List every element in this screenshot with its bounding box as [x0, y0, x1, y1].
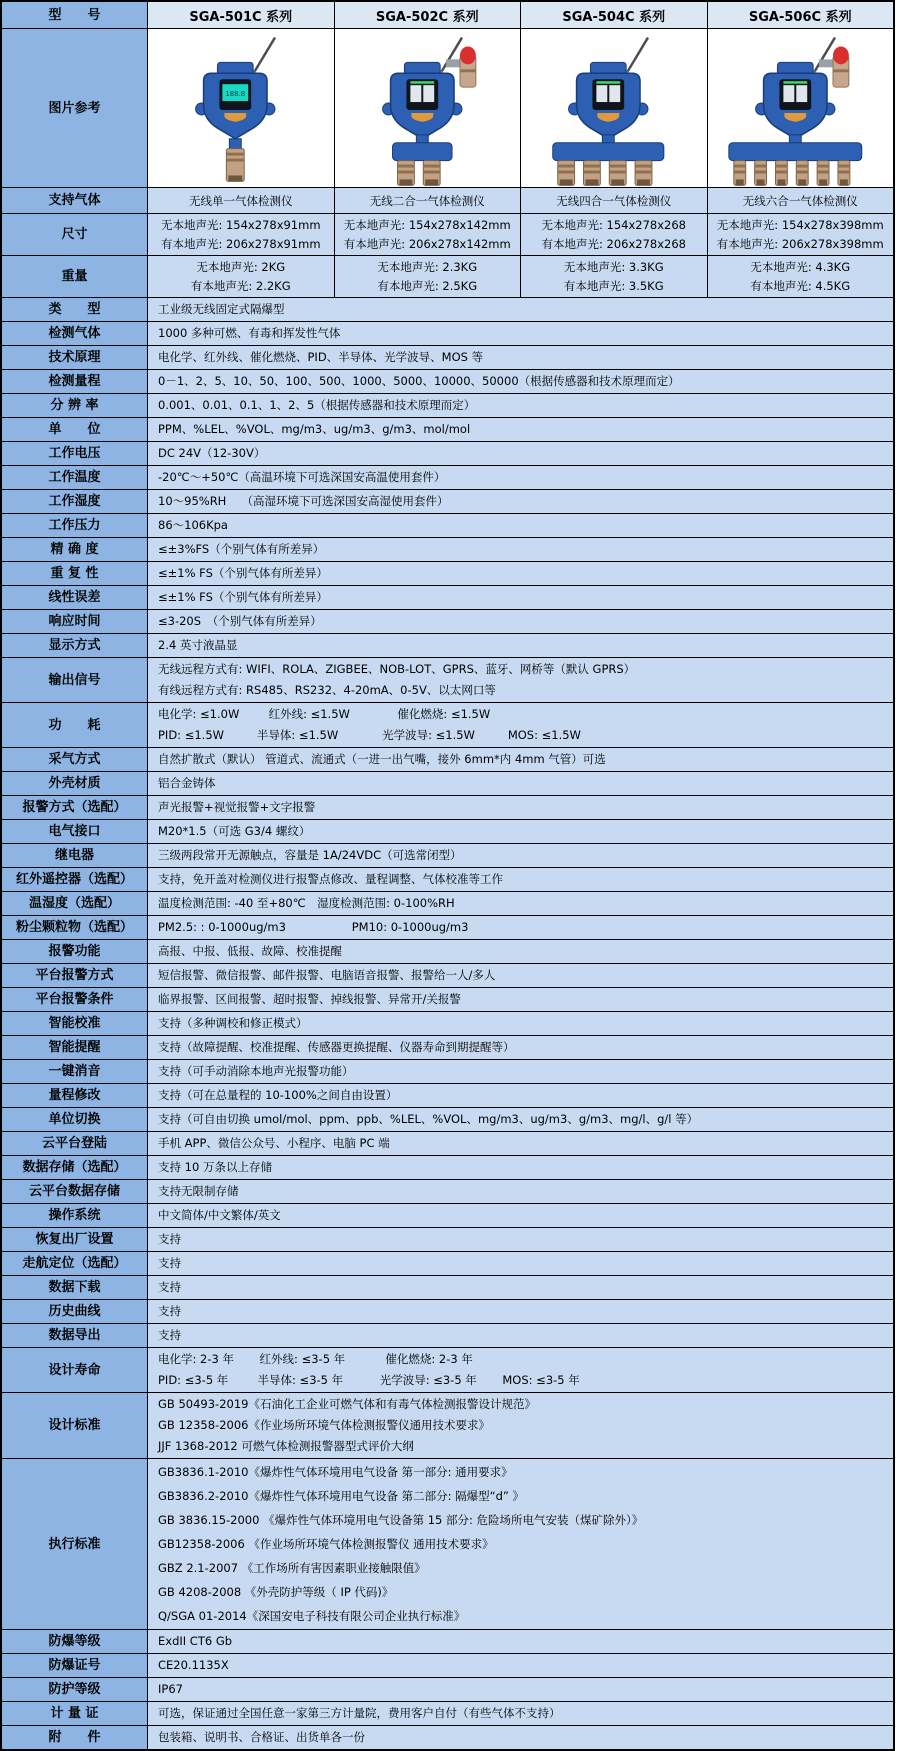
spec-line: 支持（可自由切换 umol/mol、ppm、ppb、%LEL、%VOL、mg/m3、ug/m3、g/m3、mg/l、g/l 等） — [158, 1112, 699, 1126]
spec-label: 执行标准 — [2, 1459, 148, 1629]
spec-label: 报警方式（选配） — [2, 796, 148, 819]
model-name-sga-501c: SGA-501C 系列 — [148, 2, 334, 28]
dimensions-cell — [520, 214, 707, 255]
spec-value — [148, 1393, 893, 1458]
table-row — [2, 795, 893, 819]
table-row — [2, 1083, 893, 1107]
spec-line: GB 50493-2019《石油化工企业可燃气体和有毒气体检测报警设计规范》 — [158, 1397, 536, 1411]
spec-value — [148, 844, 893, 867]
table-row — [2, 393, 893, 417]
spec-value — [148, 1348, 893, 1392]
spec-value — [148, 1204, 893, 1227]
table-row — [2, 867, 893, 891]
model-name-sga-506c: SGA-506C 系列 — [707, 2, 894, 28]
table-row — [2, 1107, 893, 1131]
spec-value — [148, 658, 893, 702]
table-row — [2, 963, 893, 987]
spec-label: 输出信号 — [2, 658, 148, 702]
spec-line: 中文简体/中文繁体/英文 — [158, 1208, 281, 1222]
spec-line: 可选，保证通过全国任意一家第三方计量院，费用客户自付（有些气体不支持） — [158, 1706, 561, 1720]
spec-label: 报警功能 — [2, 940, 148, 963]
spec-value — [148, 1060, 893, 1083]
spec-line: 临界报警、区间报警、超时报警、掉线报警、异常开/关报警 — [158, 992, 461, 1006]
support-gas-value: 无线六合一气体检测仪 — [707, 188, 894, 213]
spec-line: 支持（可手动消除本地声光报警功能） — [158, 1064, 354, 1078]
spec-value — [148, 1036, 893, 1059]
spec-value — [148, 562, 893, 585]
gas-detector-graphic — [708, 29, 894, 187]
spec-line: 86～106Kpa — [158, 518, 228, 532]
spec-label: 数据下载 — [2, 1276, 148, 1299]
spec-value — [148, 1276, 893, 1299]
spec-line: 短信报警、微信报警、邮件报警、电脑语音报警、报警给一人/多人 — [158, 968, 496, 982]
product-image-sga-502c — [334, 29, 521, 187]
spec-line: 声光报警+视觉报警+文字报警 — [158, 800, 316, 814]
spec-line: ≤±3%FS（个别气体有所差异） — [158, 542, 325, 556]
spec-label: 电气接口 — [2, 820, 148, 843]
weight-line: 有本地声光: 4.5KG — [750, 278, 851, 293]
dimensions-line: 有本地声光: 206x278x142mm — [343, 236, 511, 251]
spec-value — [148, 610, 893, 633]
spec-value — [148, 538, 893, 561]
svg-text:188.8: 188.8 — [225, 90, 246, 99]
table-row — [2, 1677, 893, 1701]
spec-line: GBZ 2.1-2007 《工作场所有害因素职业接触限值》 — [158, 1561, 426, 1575]
spec-label: 线性误差 — [2, 586, 148, 609]
spec-label: 数据导出 — [2, 1324, 148, 1347]
spec-label: 走航定位（选配） — [2, 1252, 148, 1275]
table-row — [2, 609, 893, 633]
spec-value — [148, 1678, 893, 1701]
spec-label: 操作系统 — [2, 1204, 148, 1227]
spec-value — [148, 1108, 893, 1131]
spec-label: 类 型 — [2, 298, 148, 321]
spec-value — [148, 442, 893, 465]
spec-value — [148, 322, 893, 345]
spec-value — [148, 1156, 893, 1179]
table-row — [2, 537, 893, 561]
spec-label: 云平台数据存储 — [2, 1180, 148, 1203]
table-row — [2, 1701, 893, 1725]
row-label-model: 型 号 — [2, 2, 148, 28]
spec-value — [148, 940, 893, 963]
spec-label: 一键消音 — [2, 1060, 148, 1083]
table-row — [2, 417, 893, 441]
spec-value — [148, 772, 893, 795]
spec-line: 0－1、2、5、10、50、100、500、1000、5000、10000、50000（根据传感器和技术原理而定） — [158, 374, 680, 388]
row-label-weight: 重量 — [2, 256, 148, 297]
weight-cell — [520, 256, 707, 297]
table-row — [2, 1323, 893, 1347]
table-row — [2, 1155, 893, 1179]
spec-line: 支持 — [158, 1304, 181, 1318]
spec-line: 无线远程方式有: WIFI、ROLA、ZIGBEE、NOB-LOT、GPRS、蓝牙、网桥等（默认 GPRS） — [158, 662, 636, 676]
spec-value — [148, 1132, 893, 1155]
spec-line: GB 4208-2008 《外壳防护等级（ IP 代码)》 — [158, 1585, 394, 1599]
table-row — [2, 1653, 893, 1677]
spec-label: 外壳材质 — [2, 772, 148, 795]
spec-line: 支持 10 万条以上存储 — [158, 1160, 272, 1174]
table-row — [2, 1251, 893, 1275]
model-header-row — [2, 2, 893, 28]
table-row — [2, 1203, 893, 1227]
table-row — [2, 1458, 893, 1629]
spec-label: 红外遥控器（选配） — [2, 868, 148, 891]
spec-line: DC 24V（12-30V） — [158, 446, 266, 460]
spec-line: GB 12358-2006《作业场所环境气体检测报警仪通用技术要求》 — [158, 1418, 490, 1432]
spec-line: 支持（故障提醒、校准提醒、传感器更换提醒、仪器寿命到期提醒等） — [158, 1040, 515, 1054]
weight-cell — [334, 256, 521, 297]
spec-label: 防护等级 — [2, 1678, 148, 1701]
spec-line: 包装箱、说明书、合格证、出货单各一份 — [158, 1730, 365, 1744]
spec-label: 粉尘颗粒物（选配） — [2, 916, 148, 939]
product-image-sga-504c — [520, 29, 707, 187]
spec-value — [148, 1012, 893, 1035]
table-row — [2, 987, 893, 1011]
spec-label: 工作湿度 — [2, 490, 148, 513]
spec-line: 三级两段常开无源触点，容量是 1A/24VDC（可选常闭型） — [158, 848, 462, 862]
row-label-image: 图片参考 — [2, 29, 148, 187]
spec-label: 恢复出厂设置 — [2, 1228, 148, 1251]
support-gas-value: 无线单一气体检测仪 — [148, 188, 334, 213]
spec-label: 温湿度（选配） — [2, 892, 148, 915]
spec-line: GB 3836.15-2000 《爆炸性气体环境用电气设备第 15 部分: 危险场所电气安装（煤矿除外）》 — [158, 1513, 644, 1527]
spec-label: 重 复 性 — [2, 562, 148, 585]
spec-label: 显示方式 — [2, 634, 148, 657]
table-row — [2, 657, 893, 702]
spec-value — [148, 1654, 893, 1677]
spec-label: 分 辨 率 — [2, 394, 148, 417]
dimensions-cell — [148, 214, 334, 255]
spec-label: 继电器 — [2, 844, 148, 867]
spec-line: 2.4 英寸液晶显 — [158, 638, 238, 652]
spec-value — [148, 796, 893, 819]
weight-line: 无本地声光: 2.3KG — [377, 259, 478, 274]
table-row — [2, 513, 893, 537]
spec-value — [148, 1324, 893, 1347]
spec-value — [148, 748, 893, 771]
dimensions-line: 无本地声光: 154x278x142mm — [343, 217, 511, 232]
spec-value — [148, 892, 893, 915]
table-row — [2, 1227, 893, 1251]
row-label-support-gas: 支持气体 — [2, 188, 148, 213]
spec-line: ExdII CT6 Gb — [158, 1634, 233, 1648]
spec-line: 支持 — [158, 1232, 181, 1246]
spec-label: 防爆等级 — [2, 1630, 148, 1653]
support-gas-value: 无线二合一气体检测仪 — [334, 188, 521, 213]
spec-label: 技术原理 — [2, 346, 148, 369]
table-row — [2, 771, 893, 795]
spec-value — [148, 988, 893, 1011]
spec-label: 计 量 证 — [2, 1702, 148, 1725]
spec-label: 量程修改 — [2, 1084, 148, 1107]
weight-line: 有本地声光: 3.5KG — [563, 278, 664, 293]
spec-label: 平台报警方式 — [2, 964, 148, 987]
spec-line: 支持 — [158, 1256, 181, 1270]
table-row — [2, 1347, 893, 1392]
model-name-sga-504c: SGA-504C 系列 — [520, 2, 707, 28]
spec-label: 精 确 度 — [2, 538, 148, 561]
dimensions-line: 有本地声光: 206x278x91mm — [160, 236, 321, 251]
spec-value — [148, 466, 893, 489]
dimensions-line: 无本地声光: 154x278x398mm — [716, 217, 884, 232]
spec-line: 电化学、红外线、催化燃烧、PID、半导体、光学波导、MOS 等 — [158, 350, 484, 364]
table-row — [2, 441, 893, 465]
weight-line: 有本地声光: 2.5KG — [377, 278, 478, 293]
spec-line: ≤±1% FS（个别气体有所差异） — [158, 590, 328, 604]
spec-label: 工作压力 — [2, 514, 148, 537]
spec-label: 防爆证号 — [2, 1654, 148, 1677]
table-row — [2, 1299, 893, 1323]
spec-line: 工业级无线固定式隔爆型 — [158, 302, 285, 316]
spec-label: 检测量程 — [2, 370, 148, 393]
product-image-sga-501c — [148, 29, 334, 187]
spec-line: GB12358-2006 《作业场所环境气体检测报警仪 通用技术要求》 — [158, 1537, 494, 1551]
table-row — [2, 843, 893, 867]
table-row — [2, 1179, 893, 1203]
table-row — [2, 1629, 893, 1653]
spec-label: 采气方式 — [2, 748, 148, 771]
spec-label: 智能校准 — [2, 1012, 148, 1035]
spec-label: 响应时间 — [2, 610, 148, 633]
spec-value — [148, 820, 893, 843]
spec-line: 自然扩散式（默认） 管道式、流通式（一进一出气嘴，接外 6mm*内 4mm 气管）可选 — [158, 752, 606, 766]
dimensions-cell — [334, 214, 521, 255]
spec-value — [148, 703, 893, 747]
spec-value — [148, 1630, 893, 1653]
table-row — [2, 915, 893, 939]
spec-line: 支持（多种调校和修正模式） — [158, 1016, 308, 1030]
table-row — [2, 819, 893, 843]
spec-line: 铝合金铸体 — [158, 776, 216, 790]
spec-value — [148, 868, 893, 891]
weight-line: 无本地声光: 3.3KG — [563, 259, 664, 274]
spec-line: 支持（可在总量程的 10-100%之间自由设置） — [158, 1088, 398, 1102]
image-row — [2, 28, 893, 187]
spec-label: 工作温度 — [2, 466, 148, 489]
spec-value — [148, 964, 893, 987]
spec-line: 手机 APP、微信公众号、小程序、电脑 PC 端 — [158, 1136, 390, 1150]
support-gas-value: 无线四合一气体检测仪 — [520, 188, 707, 213]
spec-line: ≤±1% FS（个别气体有所差异） — [158, 566, 328, 580]
spec-line: ≤3-20S （个别气体有所差异） — [158, 614, 322, 628]
table-row — [2, 1131, 893, 1155]
spec-label: 智能提醒 — [2, 1036, 148, 1059]
spec-line: 有线远程方式有: RS485、RS232、4-20mA、0-5V、以太网口等 — [158, 683, 496, 697]
spec-value — [148, 916, 893, 939]
spec-value — [148, 1702, 893, 1725]
spec-value — [148, 346, 893, 369]
table-row — [2, 585, 893, 609]
spec-label: 设计寿命 — [2, 1348, 148, 1392]
spec-label: 附 件 — [2, 1726, 148, 1749]
spec-line: 0.001、0.01、0.1、1、2、5（根据传感器和技术原理而定） — [158, 398, 476, 412]
spec-value — [148, 1252, 893, 1275]
spec-value — [148, 634, 893, 657]
spec-line: 支持，免开盖对检测仪进行报警点修改、量程调整、气体校准等工作 — [158, 872, 503, 886]
table-row — [2, 561, 893, 585]
spec-line: -20℃～+50℃（高温环境下可选深国安高温使用套件） — [158, 470, 446, 484]
spec-label: 数据存储（选配） — [2, 1156, 148, 1179]
spec-value — [148, 1228, 893, 1251]
spec-line: 温度检测范围: -40 至+80℃ 湿度检测范围: 0-100%RH — [158, 896, 455, 910]
spec-line: GB3836.1-2010《爆炸性气体环境用电气设备 第一部分: 通用要求》 — [158, 1465, 513, 1479]
spec-label: 历史曲线 — [2, 1300, 148, 1323]
weight-line: 无本地声光: 4.3KG — [750, 259, 851, 274]
spec-label: 功 耗 — [2, 703, 148, 747]
spec-line: PID: ≤1.5W 半导体: ≤1.5W 光学波导: ≤1.5W MOS: ≤1.5W — [158, 728, 581, 742]
row-label-dimensions: 尺寸 — [2, 214, 148, 255]
table-row — [2, 1035, 893, 1059]
dimensions-line: 有本地声光: 206x278x398mm — [716, 236, 884, 251]
spec-value — [148, 586, 893, 609]
spec-line: 1000 多种可燃、有毒和挥发性气体 — [158, 326, 341, 340]
spec-value — [148, 394, 893, 417]
spec-value — [148, 1726, 893, 1749]
spec-line: PID: ≤3-5 年 半导体: ≤3-5 年 光学波导: ≤3-5 年 MOS: ≤3-5 年 — [158, 1373, 580, 1387]
table-row — [2, 255, 893, 297]
table-row — [2, 489, 893, 513]
dimensions-line: 无本地声光: 154x278x91mm — [160, 217, 321, 232]
spec-value — [148, 370, 893, 393]
table-row — [2, 187, 893, 213]
dimensions-line: 有本地声光: 206x278x268 — [541, 236, 686, 251]
weight-cell — [707, 256, 894, 297]
spec-line: Q/SGA 01-2014《深国安电子科技有限公司企业执行标准》 — [158, 1609, 466, 1623]
table-row — [2, 891, 893, 915]
spec-label: 云平台登陆 — [2, 1132, 148, 1155]
table-row — [2, 465, 893, 489]
table-row — [2, 1059, 893, 1083]
gas-detector-graphic — [335, 29, 521, 187]
spec-value — [148, 1084, 893, 1107]
spec-line: PM2.5: : 0-1000ug/m3 PM10: 0-1000ug/m3 — [158, 920, 469, 934]
spec-label: 检测气体 — [2, 322, 148, 345]
table-row — [2, 213, 893, 255]
spec-line: PPM、%LEL、%VOL、mg/m3、ug/m3、g/m3、mol/mol — [158, 422, 471, 436]
spec-line: 支持 — [158, 1280, 181, 1294]
gas-detector-graphic — [148, 29, 334, 187]
spec-line: IP67 — [158, 1682, 183, 1696]
spec-label: 工作电压 — [2, 442, 148, 465]
spec-line: 高报、中报、低报、故障、校准提醒 — [158, 944, 342, 958]
spec-line: GB3836.2-2010《爆炸性气体环境用电气设备 第二部分: 隔爆型“d” 》 — [158, 1489, 525, 1503]
dimensions-cell — [707, 214, 894, 255]
weight-line: 有本地声光: 2.2KG — [190, 278, 291, 293]
spec-line: JJF 1368-2012 可燃气体检测报警器型式评价大纲 — [158, 1439, 414, 1453]
spec-label: 平台报警条件 — [2, 988, 148, 1011]
spec-line: 10～95%RH （高湿环境下可选深国安高湿使用套件） — [158, 494, 449, 508]
weight-line: 无本地声光: 2KG — [196, 259, 286, 274]
model-name-sga-502c: SGA-502C 系列 — [334, 2, 521, 28]
table-row — [2, 702, 893, 747]
product-image-sga-506c — [707, 29, 894, 187]
table-row — [2, 747, 893, 771]
spec-label: 设计标准 — [2, 1393, 148, 1458]
spec-line: M20*1.5（可选 G3/4 螺纹） — [158, 824, 311, 838]
table-row — [2, 1392, 893, 1458]
table-row — [2, 1725, 893, 1749]
spec-line: 电化学: ≤1.0W 红外线: ≤1.5W 催化燃烧: ≤1.5W — [158, 707, 491, 721]
spec-value — [148, 418, 893, 441]
gas-detector-graphic — [521, 29, 707, 187]
spec-line: 支持 — [158, 1328, 181, 1342]
weight-cell — [148, 256, 334, 297]
table-row — [2, 369, 893, 393]
dimensions-line: 无本地声光: 154x278x268 — [541, 217, 686, 232]
table-row — [2, 1011, 893, 1035]
spec-label: 单位切换 — [2, 1108, 148, 1131]
table-row — [2, 321, 893, 345]
spec-value — [148, 1300, 893, 1323]
spec-line: CE20.1135X — [158, 1658, 229, 1672]
spec-label: 单 位 — [2, 418, 148, 441]
spec-value — [148, 298, 893, 321]
spec-value — [148, 1180, 893, 1203]
spec-line: 支持无限制存储 — [158, 1184, 239, 1198]
table-row — [2, 1275, 893, 1299]
table-row — [2, 633, 893, 657]
spec-value — [148, 514, 893, 537]
table-row — [2, 345, 893, 369]
spec-value — [148, 490, 893, 513]
table-row — [2, 297, 893, 321]
spec-line: 电化学: 2-3 年 红外线: ≤3-5 年 催化燃烧: 2-3 年 — [158, 1352, 473, 1366]
table-row — [2, 939, 893, 963]
